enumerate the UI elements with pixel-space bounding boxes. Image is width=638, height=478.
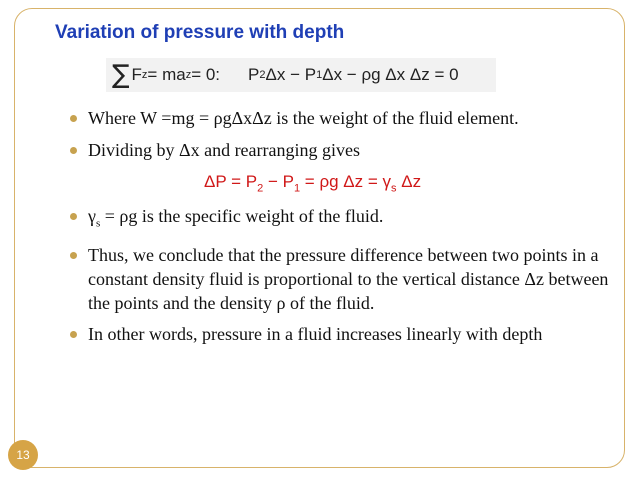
bullet-list-top: [70, 106, 610, 162]
gamma-sub: s: [95, 217, 101, 230]
eq2-part3: = ρg Δz = γ: [300, 172, 392, 191]
eq1-P1-sub: 1: [316, 69, 323, 81]
bullet-specific-weight: [70, 204, 615, 236]
eq2-sub3: s: [391, 182, 397, 195]
eq2-part2: − P: [263, 172, 294, 191]
eq1-F-sub: z: [141, 69, 148, 81]
bullet-dividing: Dividing by Δx and rearranging gives: [70, 138, 610, 162]
summation-symbol: ∑: [112, 60, 130, 90]
bullet-list-bottom: [70, 204, 615, 353]
force-balance-equation: [106, 58, 496, 92]
eq1-rhs-mid: Δx − P: [265, 65, 317, 84]
eq1-P2-sub: 2: [259, 69, 266, 81]
eq2-part1: ΔP = P: [204, 172, 258, 191]
specific-weight-text: = ρg is the specific weight of the fluid.: [100, 206, 384, 226]
bullet-weight: Where W =mg = ρgΔxΔz is the weight of the fluid element.: [70, 106, 610, 130]
eq1-lhs-mid: = ma: [147, 65, 186, 84]
eq1-a-sub: z: [185, 69, 192, 81]
eq2-sub2: 1: [293, 182, 301, 195]
gamma-symbol: γ: [88, 206, 96, 226]
eq1-lhs-end: = 0:: [191, 65, 221, 84]
pressure-difference-equation: [204, 172, 421, 194]
eq1-rhs-end: Δx − ρg Δx Δz = 0: [322, 65, 459, 84]
slide-title: Variation of pressure with depth: [55, 22, 345, 43]
eq1-P2: P: [248, 65, 260, 84]
bullet-other-words: In other words, pressure in a fluid increases linearly with depth: [70, 322, 615, 346]
eq2-part4: Δz: [396, 172, 422, 191]
page-number-badge: 13: [8, 440, 38, 470]
eq2-sub1: 2: [257, 182, 264, 195]
bullet-conclusion: Thus, we conclude that the pressure difference between two points in a constant density fluid is proportional to the vertical distance Δz between the points and the density ρ of the fluid.: [70, 243, 615, 315]
eq1-F: F: [131, 65, 142, 84]
